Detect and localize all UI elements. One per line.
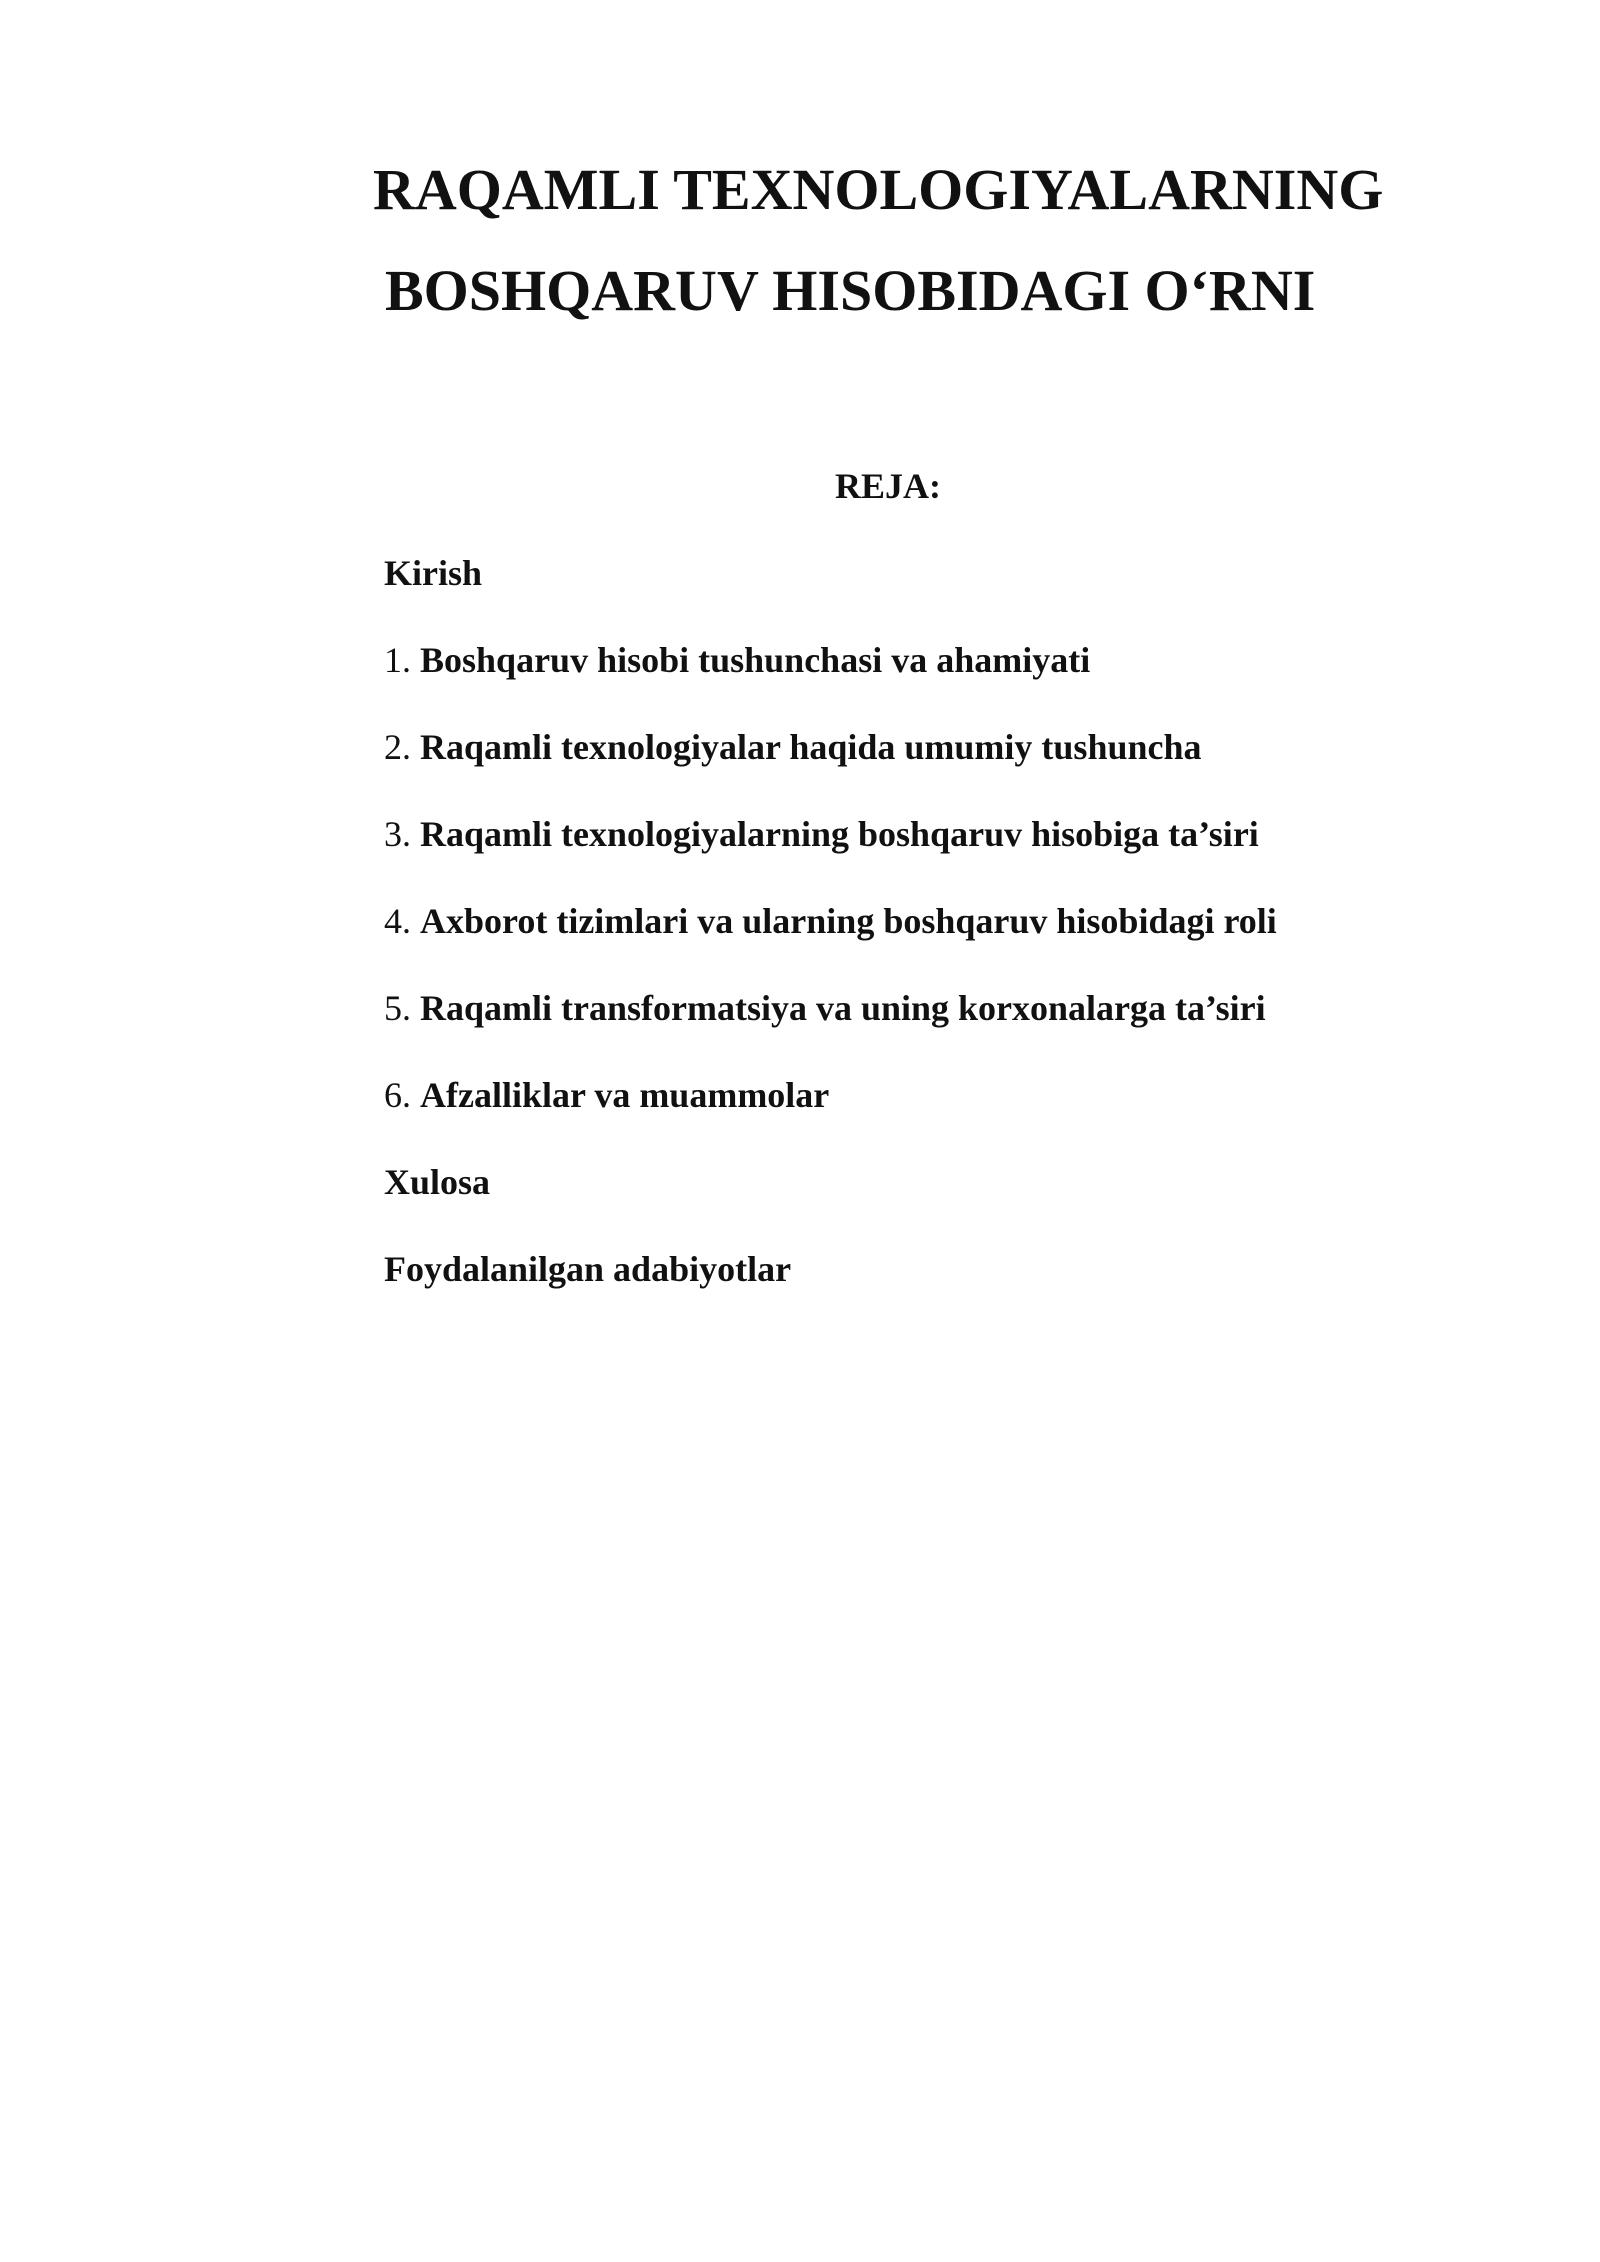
- document-title-line-2: BOSHQARUV HISOBIDAGI O‘RNI: [385, 258, 1316, 323]
- plan-item-text: Xulosa: [384, 1162, 491, 1202]
- plan-heading: REJA:: [835, 466, 941, 506]
- plan-item-text: Afzalliklar va muammolar: [420, 1075, 830, 1115]
- plan-item-5: [384, 990, 1277, 1077]
- plan-item-references: [384, 1251, 1277, 1338]
- plan-item-introduction: [384, 555, 1277, 642]
- plan-item-number: 5.: [384, 988, 420, 1028]
- plan-item-number: 2.: [384, 727, 420, 767]
- plan-item-number: 4.: [384, 901, 420, 941]
- plan-item-conclusion: [384, 1164, 1277, 1251]
- plan-item-3: [384, 816, 1277, 903]
- plan-item-number: 6.: [384, 1075, 420, 1115]
- plan-item-6: [384, 1077, 1277, 1164]
- plan-list: [384, 555, 1277, 1338]
- plan-item-text: Raqamli transformatsiya va uning korxonalarga ta’siri: [420, 988, 1266, 1028]
- plan-item-2: [384, 729, 1277, 816]
- plan-item-text: Boshqaruv hisobi tushunchasi va ahamiyati: [420, 640, 1091, 680]
- plan-item-text: Raqamli texnologiyalar haqida umumiy tushuncha: [420, 727, 1202, 767]
- plan-item-number: 1.: [384, 640, 420, 680]
- plan-item-4: [384, 903, 1277, 990]
- plan-item-text: Foydalanilgan adabiyotlar: [384, 1249, 792, 1289]
- plan-item-text: Raqamli texnologiyalarning boshqaruv hisobiga ta’siri: [420, 814, 1259, 854]
- document-title-line-1: RAQAMLI TEXNOLOGIYALARNING: [373, 157, 1384, 222]
- plan-item-text: Kirish: [384, 553, 483, 593]
- plan-item-text: Axborot tizimlari va ularning boshqaruv hisobidagi roli: [420, 901, 1277, 941]
- plan-item-number: 3.: [384, 814, 420, 854]
- plan-item-1: [384, 642, 1277, 729]
